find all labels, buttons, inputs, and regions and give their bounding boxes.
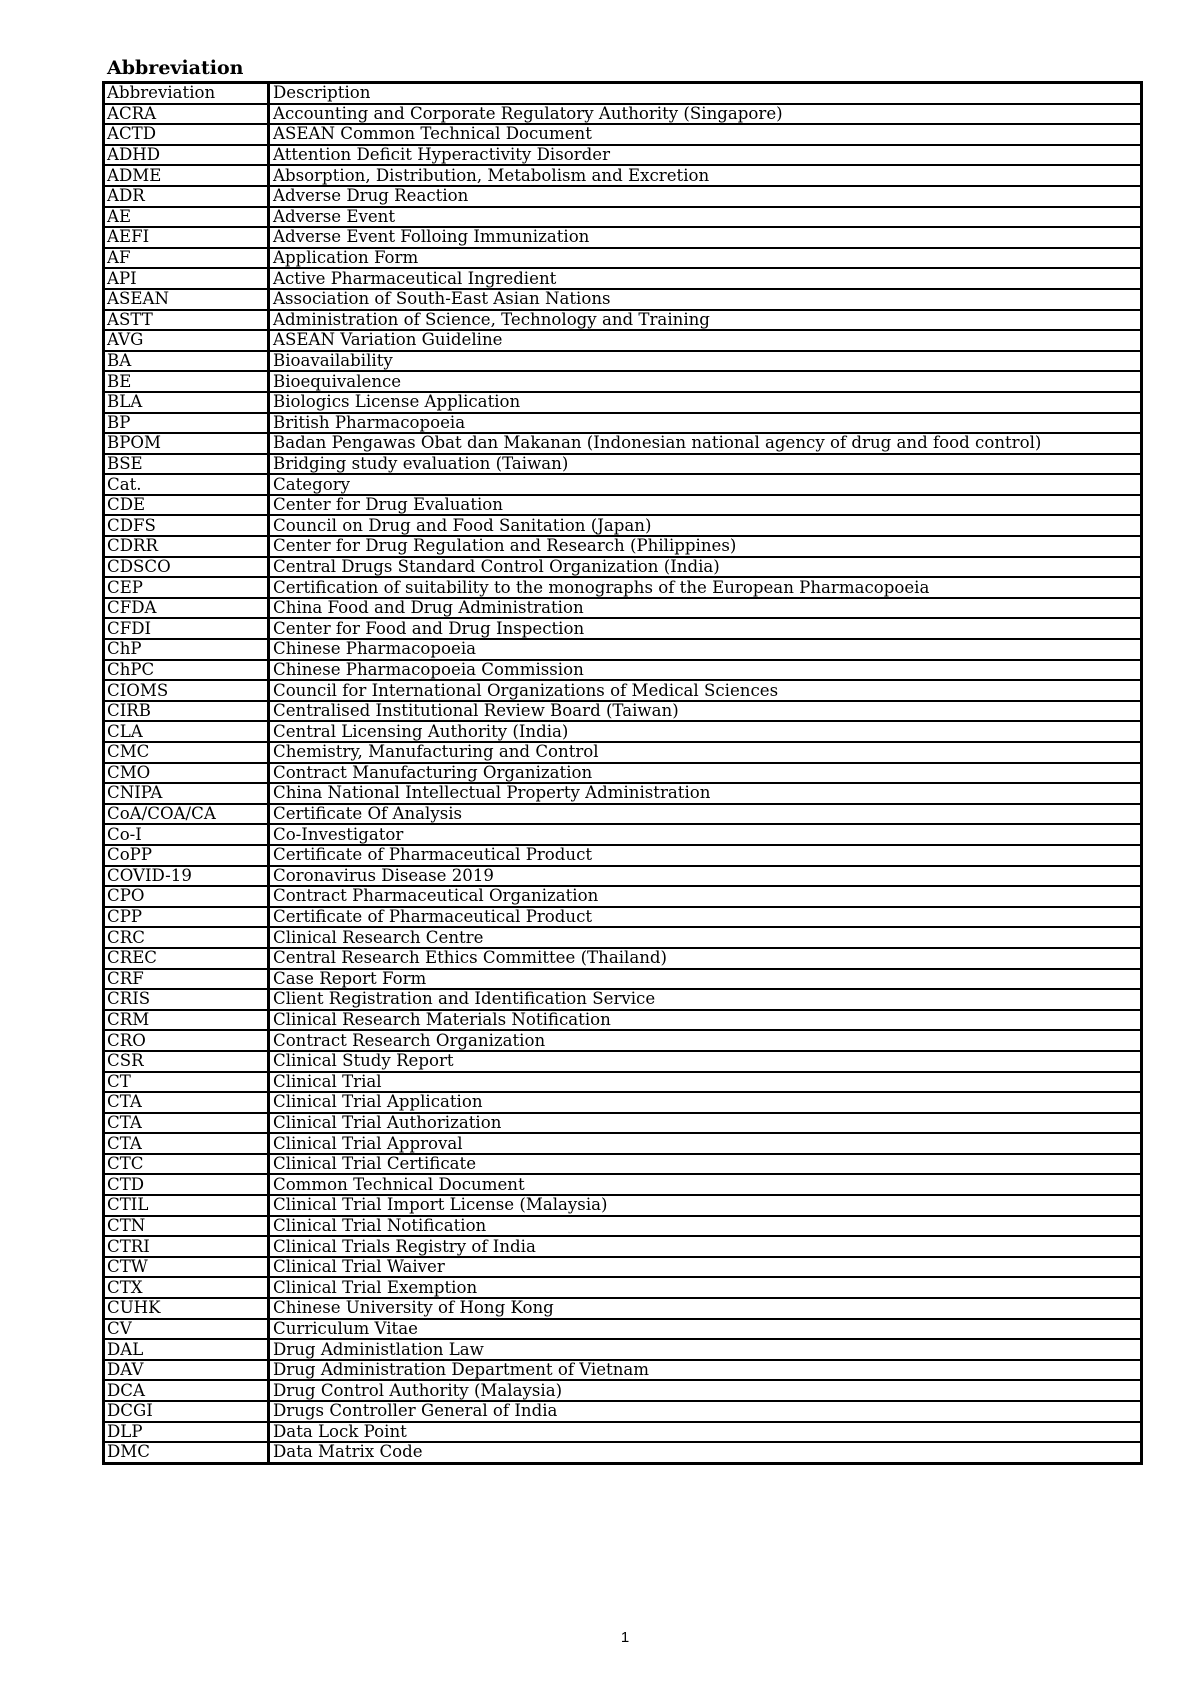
description-cell: Drug Administration Department of Vietnam <box>269 1360 1142 1381</box>
description-cell: Council on Drug and Food Sanitation (Japan) <box>269 515 1142 536</box>
table-row <box>104 1339 1142 1360</box>
description-cell: Central Research Ethics Committee (Thailand) <box>269 948 1142 969</box>
abbreviation-cell: DAV <box>104 1360 269 1381</box>
abbreviation-cell: CDRR <box>104 536 269 557</box>
description-cell: Attention Deficit Hyperactivity Disorder <box>269 145 1142 166</box>
abbreviation-cell: CFDI <box>104 618 269 639</box>
table-row <box>104 248 1142 269</box>
table-row <box>104 618 1142 639</box>
table-row <box>104 948 1142 969</box>
abbreviation-cell: CTIL <box>104 1195 269 1216</box>
abbreviation-cell: CRC <box>104 927 269 948</box>
abbreviation-cell: CIOMS <box>104 680 269 701</box>
description-cell: Central Licensing Authority (India) <box>269 721 1142 742</box>
table-row <box>104 1257 1142 1278</box>
description-cell: Coronavirus Disease 2019 <box>269 866 1142 887</box>
table-row <box>104 454 1142 475</box>
abbreviation-cell: ACTD <box>104 124 269 145</box>
table-row <box>104 1133 1142 1154</box>
abbreviation-cell: API <box>104 268 269 289</box>
table-row <box>104 577 1142 598</box>
description-cell: Co-Investigator <box>269 824 1142 845</box>
abbreviation-cell: CUHK <box>104 1298 269 1319</box>
table-row <box>104 989 1142 1010</box>
abbreviation-cell: CTD <box>104 1174 269 1195</box>
table-row <box>104 474 1142 495</box>
description-cell: Drugs Controller General of India <box>269 1401 1142 1422</box>
description-cell: Data Matrix Code <box>269 1442 1142 1463</box>
abbreviation-cell: DCA <box>104 1380 269 1401</box>
table-row <box>104 1092 1142 1113</box>
table-row <box>104 1174 1142 1195</box>
abbreviation-cell: AVG <box>104 330 269 351</box>
description-cell: China National Intellectual Property Administration <box>269 783 1142 804</box>
table-header-row <box>104 83 1142 104</box>
table-row <box>104 721 1142 742</box>
description-cell: China Food and Drug Administration <box>269 598 1142 619</box>
abbreviation-cell: BLA <box>104 392 269 413</box>
abbreviation-cell: BSE <box>104 454 269 475</box>
table-row <box>104 268 1142 289</box>
abbreviation-cell: CV <box>104 1319 269 1340</box>
abbreviation-cell: CTN <box>104 1216 269 1237</box>
table-row <box>104 1072 1142 1093</box>
table-row <box>104 1010 1142 1031</box>
table-row <box>104 330 1142 351</box>
table-row <box>104 1380 1142 1401</box>
abbreviation-cell: ADHD <box>104 145 269 166</box>
description-cell: Clinical Trial Import License (Malaysia) <box>269 1195 1142 1216</box>
abbreviation-cell: CTA <box>104 1092 269 1113</box>
abbreviation-cell: CRIS <box>104 989 269 1010</box>
abbreviation-cell: DLP <box>104 1422 269 1443</box>
table-body <box>104 83 1142 1464</box>
description-cell: Center for Food and Drug Inspection <box>269 618 1142 639</box>
description-cell: Application Form <box>269 248 1142 269</box>
description-cell: Clinical Trial Notification <box>269 1216 1142 1237</box>
abbreviation-cell: CTW <box>104 1257 269 1278</box>
description-cell: Bridging study evaluation (Taiwan) <box>269 454 1142 475</box>
table-row <box>104 536 1142 557</box>
abbreviation-cell: DCGI <box>104 1401 269 1422</box>
description-cell: ASEAN Common Technical Document <box>269 124 1142 145</box>
description-cell: Adverse Event <box>269 207 1142 228</box>
table-row <box>104 598 1142 619</box>
description-cell: Drug Administlation Law <box>269 1339 1142 1360</box>
abbreviation-cell: BE <box>104 371 269 392</box>
abbreviation-cell: CTA <box>104 1113 269 1134</box>
description-cell: ASEAN Variation Guideline <box>269 330 1142 351</box>
abbreviation-cell: DMC <box>104 1442 269 1463</box>
description-cell: Contract Research Organization <box>269 1030 1142 1051</box>
description-cell: Certificate of Pharmaceutical Product <box>269 907 1142 928</box>
abbreviation-cell: CPP <box>104 907 269 928</box>
abbreviation-cell: CTRI <box>104 1236 269 1257</box>
table-row <box>104 392 1142 413</box>
header-description: Description <box>269 83 1142 104</box>
description-cell: British Pharmacopoeia <box>269 413 1142 434</box>
abbreviation-cell: ASTT <box>104 310 269 331</box>
table-row <box>104 1298 1142 1319</box>
abbreviation-cell: CEP <box>104 577 269 598</box>
description-cell: Bioequivalence <box>269 371 1142 392</box>
abbreviation-cell: ADME <box>104 165 269 186</box>
abbreviation-cell: CPO <box>104 886 269 907</box>
table-row <box>104 660 1142 681</box>
abbreviation-cell: Cat. <box>104 474 269 495</box>
abbreviation-cell: CT <box>104 1072 269 1093</box>
abbreviation-cell: BPOM <box>104 433 269 454</box>
description-cell: Certificate Of Analysis <box>269 804 1142 825</box>
description-cell: Clinical Research Materials Notification <box>269 1010 1142 1031</box>
description-cell: Administration of Science, Technology and Training <box>269 310 1142 331</box>
table-row <box>104 1051 1142 1072</box>
description-cell: Chinese Pharmacopoeia <box>269 639 1142 660</box>
table-row <box>104 1319 1142 1340</box>
abbreviation-cell: ASEAN <box>104 289 269 310</box>
table-row <box>104 351 1142 372</box>
description-cell: Accounting and Corporate Regulatory Authority (Singapore) <box>269 104 1142 125</box>
table-row <box>104 495 1142 516</box>
description-cell: Clinical Trial Application <box>269 1092 1142 1113</box>
abbreviation-cell: CLA <box>104 721 269 742</box>
table-row <box>104 824 1142 845</box>
table-row <box>104 927 1142 948</box>
description-cell: Absorption, Distribution, Metabolism and Excretion <box>269 165 1142 186</box>
description-cell: Association of South-East Asian Nations <box>269 289 1142 310</box>
description-cell: Clinical Trial <box>269 1072 1142 1093</box>
description-cell: Bioavailability <box>269 351 1142 372</box>
description-cell: Central Drugs Standard Control Organization (India) <box>269 557 1142 578</box>
description-cell: Category <box>269 474 1142 495</box>
abbreviation-cell: AE <box>104 207 269 228</box>
abbreviation-cell: CTX <box>104 1277 269 1298</box>
abbreviation-cell: CDFS <box>104 515 269 536</box>
abbreviation-table <box>102 81 1143 1465</box>
abbreviation-cell: CMC <box>104 742 269 763</box>
page-title: Abbreviation <box>107 57 244 79</box>
table-row <box>104 1401 1142 1422</box>
table-row <box>104 1277 1142 1298</box>
abbreviation-cell: CNIPA <box>104 783 269 804</box>
table-row <box>104 145 1142 166</box>
table-row <box>104 557 1142 578</box>
table-row <box>104 1442 1142 1463</box>
table-row <box>104 969 1142 990</box>
description-cell: Clinical Study Report <box>269 1051 1142 1072</box>
table-row <box>104 227 1142 248</box>
description-cell: Clinical Trial Certificate <box>269 1154 1142 1175</box>
abbreviation-cell: CIRB <box>104 701 269 722</box>
description-cell: Center for Drug Regulation and Research (Philippines) <box>269 536 1142 557</box>
abbreviation-cell: DAL <box>104 1339 269 1360</box>
abbreviation-cell: ChP <box>104 639 269 660</box>
table-row <box>104 1113 1142 1134</box>
table-row <box>104 1236 1142 1257</box>
table-row <box>104 207 1142 228</box>
table-row <box>104 165 1142 186</box>
description-cell: Data Lock Point <box>269 1422 1142 1443</box>
table-row <box>104 907 1142 928</box>
abbreviation-cell: BP <box>104 413 269 434</box>
abbreviation-cell: ChPC <box>104 660 269 681</box>
table-row <box>104 289 1142 310</box>
header-abbreviation: Abbreviation <box>104 83 269 104</box>
page-number: 1 <box>620 1629 630 1646</box>
description-cell: Chinese Pharmacopoeia Commission <box>269 660 1142 681</box>
table-row <box>104 186 1142 207</box>
description-cell: Contract Pharmaceutical Organization <box>269 886 1142 907</box>
abbreviation-cell: CoPP <box>104 845 269 866</box>
abbreviation-cell: AF <box>104 248 269 269</box>
description-cell: Clinical Trial Exemption <box>269 1277 1142 1298</box>
abbreviation-cell: ACRA <box>104 104 269 125</box>
abbreviation-cell: BA <box>104 351 269 372</box>
abbreviation-cell: CTC <box>104 1154 269 1175</box>
abbreviation-cell: CRO <box>104 1030 269 1051</box>
table-row <box>104 371 1142 392</box>
description-cell: Contract Manufacturing Organization <box>269 763 1142 784</box>
abbreviation-cell: CFDA <box>104 598 269 619</box>
table-row <box>104 1422 1142 1443</box>
table-row <box>104 1154 1142 1175</box>
abbreviation-cell: CRF <box>104 969 269 990</box>
description-cell: Chinese University of Hong Kong <box>269 1298 1142 1319</box>
abbreviation-cell: CDE <box>104 495 269 516</box>
description-cell: Active Pharmaceutical Ingredient <box>269 268 1142 289</box>
description-cell: Center for Drug Evaluation <box>269 495 1142 516</box>
table-row <box>104 310 1142 331</box>
table-row <box>104 866 1142 887</box>
description-cell: Biologics License Application <box>269 392 1142 413</box>
description-cell: Adverse Drug Reaction <box>269 186 1142 207</box>
table-row <box>104 433 1142 454</box>
table-row <box>104 742 1142 763</box>
abbreviation-cell: CMO <box>104 763 269 784</box>
description-cell: Common Technical Document <box>269 1174 1142 1195</box>
abbreviation-cell: Co-I <box>104 824 269 845</box>
table-row <box>104 1360 1142 1381</box>
table-row <box>104 1030 1142 1051</box>
table-row <box>104 763 1142 784</box>
description-cell: Client Registration and Identification Service <box>269 989 1142 1010</box>
description-cell: Clinical Research Centre <box>269 927 1142 948</box>
description-cell: Badan Pengawas Obat dan Makanan (Indonesian national agency of drug and food control) <box>269 433 1142 454</box>
description-cell: Certification of suitability to the monographs of the European Pharmacopoeia <box>269 577 1142 598</box>
description-cell: Clinical Trials Registry of India <box>269 1236 1142 1257</box>
description-cell: Drug Control Authority (Malaysia) <box>269 1380 1142 1401</box>
table-row <box>104 413 1142 434</box>
abbreviation-cell: CRM <box>104 1010 269 1031</box>
description-cell: Centralised Institutional Review Board (Taiwan) <box>269 701 1142 722</box>
table-row <box>104 515 1142 536</box>
abbreviation-cell: CREC <box>104 948 269 969</box>
description-cell: Chemistry, Manufacturing and Control <box>269 742 1142 763</box>
abbreviation-cell: ADR <box>104 186 269 207</box>
table-row <box>104 804 1142 825</box>
abbreviation-cell: CoA/COA/CA <box>104 804 269 825</box>
description-cell: Clinical Trial Authorization <box>269 1113 1142 1134</box>
table-row <box>104 783 1142 804</box>
table-row <box>104 845 1142 866</box>
description-cell: Adverse Event Folloing Immunization <box>269 227 1142 248</box>
abbreviation-cell: CSR <box>104 1051 269 1072</box>
table-row <box>104 639 1142 660</box>
table-row <box>104 680 1142 701</box>
description-cell: Council for International Organizations of Medical Sciences <box>269 680 1142 701</box>
table-row <box>104 1195 1142 1216</box>
description-cell: Case Report Form <box>269 969 1142 990</box>
abbreviation-cell: COVID-19 <box>104 866 269 887</box>
description-cell: Clinical Trial Approval <box>269 1133 1142 1154</box>
table-row <box>104 104 1142 125</box>
description-cell: Clinical Trial Waiver <box>269 1257 1142 1278</box>
description-cell: Curriculum Vitae <box>269 1319 1142 1340</box>
abbreviation-cell: AEFI <box>104 227 269 248</box>
table-row <box>104 1216 1142 1237</box>
abbreviation-cell: CTA <box>104 1133 269 1154</box>
table-row <box>104 124 1142 145</box>
table-row <box>104 701 1142 722</box>
table-row <box>104 886 1142 907</box>
abbreviation-cell: CDSCO <box>104 557 269 578</box>
description-cell: Certificate of Pharmaceutical Product <box>269 845 1142 866</box>
